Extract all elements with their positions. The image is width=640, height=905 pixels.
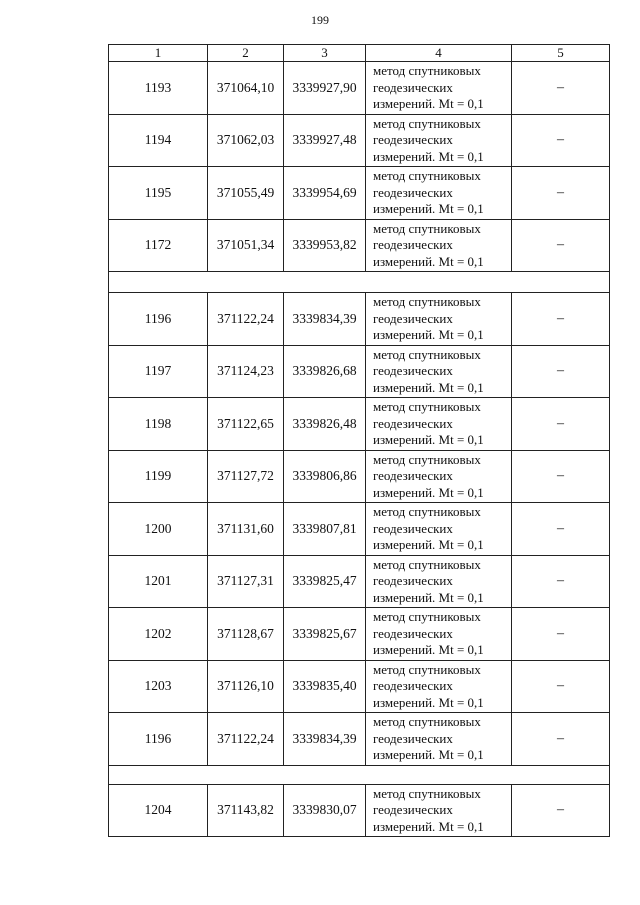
y-coordinate-cell: 3339927,90 [284,62,366,115]
note-cell: – [512,713,610,766]
method-line-1: метод спутниковых [373,504,481,519]
x-coordinate-cell: 371127,72 [208,450,284,503]
note-cell: – [512,398,610,451]
table-row [109,660,610,713]
method-cell [366,713,512,766]
method-line-2: геодезических [373,310,453,326]
method-line-3: измерений. Mt = 0,1 [373,537,484,552]
method-line-3: измерений. Mt = 0,1 [373,432,484,447]
note-cell: – [512,219,610,272]
y-coordinate-cell: 3339826,68 [284,345,366,398]
x-coordinate-cell: 371124,23 [208,345,284,398]
method-line-2: геодезических [373,730,453,746]
y-coordinate-cell: 3339825,67 [284,608,366,661]
x-coordinate-cell: 371051,34 [208,219,284,272]
method-line-1: метод спутниковых [373,609,481,624]
method-line-2: геодезических [373,573,453,588]
note-cell: – [512,784,610,837]
method-line-2: геодезических [373,79,453,95]
method-line-3: измерений. Mt = 0,1 [373,96,484,111]
method-cell [366,167,512,220]
point-cell: 1196 [109,293,208,346]
header-col-3: 3 [284,45,366,62]
method-cell [366,114,512,167]
point-cell: 1202 [109,608,208,661]
header-col-4: 4 [366,45,512,62]
method-line-2: геодезических [373,184,453,200]
point-cell: 1195 [109,167,208,220]
method-line-3: измерений. Mt = 0,1 [373,747,484,762]
method-line-1: метод спутниковых [373,346,481,362]
x-coordinate-cell: 371122,24 [208,713,284,766]
method-line-2: геодезических [373,363,453,378]
table-row [109,62,610,115]
method-line-3: измерений. Mt = 0,1 [373,327,484,342]
x-coordinate-cell: 371128,67 [208,608,284,661]
table-body [109,62,610,837]
point-cell: 1172 [109,219,208,272]
method-line-1: метод спутниковых [373,168,481,183]
method-line-1: метод спутниковых [373,451,481,467]
point-cell: 1194 [109,114,208,167]
method-line-2: геодезических [373,625,453,641]
note-cell: – [512,167,610,220]
header-col-2: 2 [208,45,284,62]
method-line-3: измерений. Mt = 0,1 [373,379,484,395]
method-line-2: геодезических [373,237,453,252]
method-line-3: измерений. Mt = 0,1 [373,694,484,710]
note-cell: – [512,293,610,346]
method-cell [366,608,512,661]
method-line-1: метод спутниковых [373,220,481,236]
method-cell [366,345,512,398]
table-row [109,398,610,451]
method-line-3: измерений. Mt = 0,1 [373,642,484,657]
point-cell: 1198 [109,398,208,451]
method-cell [366,62,512,115]
x-coordinate-cell: 371122,24 [208,293,284,346]
header-col-1: 1 [109,45,208,62]
method-line-1: метод спутниковых [373,661,481,677]
method-line-3: измерений. Mt = 0,1 [373,253,484,269]
y-coordinate-cell: 3339825,47 [284,555,366,608]
method-line-1: метод спутниковых [373,115,481,131]
header-row [109,45,610,62]
method-line-1: метод спутниковых [373,399,481,414]
point-cell: 1197 [109,345,208,398]
method-line-1: метод спутниковых [373,294,481,309]
method-line-3: измерений. Mt = 0,1 [373,201,484,216]
note-cell: – [512,345,610,398]
table-row [109,713,610,766]
table-row [109,219,610,272]
page-number: 199 [311,13,329,27]
y-coordinate-cell: 3339806,86 [284,450,366,503]
note-cell: – [512,555,610,608]
separator-row [109,272,610,293]
note-cell: – [512,450,610,503]
header-col-5: 5 [512,45,610,62]
y-coordinate-cell: 3339834,39 [284,293,366,346]
method-line-3: измерений. Mt = 0,1 [373,589,484,605]
method-line-2: геодезических [373,415,453,431]
point-cell: 1193 [109,62,208,115]
method-cell [366,398,512,451]
note-cell: – [512,503,610,556]
point-cell: 1196 [109,713,208,766]
note-cell: – [512,62,610,115]
y-coordinate-cell: 3339807,81 [284,503,366,556]
y-coordinate-cell: 3339953,82 [284,219,366,272]
table-row [109,114,610,167]
note-cell: – [512,608,610,661]
y-coordinate-cell: 3339954,69 [284,167,366,220]
x-coordinate-cell: 371062,03 [208,114,284,167]
separator-cell [109,765,610,784]
method-cell [366,219,512,272]
method-cell [366,784,512,837]
method-line-2: геодезических [373,802,453,817]
method-line-3: измерений. Mt = 0,1 [373,818,484,834]
method-cell [366,293,512,346]
note-cell: – [512,660,610,713]
point-cell: 1204 [109,784,208,837]
x-coordinate-cell: 371064,10 [208,62,284,115]
y-coordinate-cell: 3339834,39 [284,713,366,766]
method-line-1: метод спутниковых [373,714,481,729]
method-line-3: измерений. Mt = 0,1 [373,484,484,500]
table-row [109,608,610,661]
x-coordinate-cell: 371122,65 [208,398,284,451]
method-cell [366,660,512,713]
method-cell [366,555,512,608]
y-coordinate-cell: 3339927,48 [284,114,366,167]
method-line-1: метод спутниковых [373,785,481,801]
method-line-2: геодезических [373,520,453,536]
x-coordinate-cell: 371127,31 [208,555,284,608]
separator-row [109,765,610,784]
method-line-1: метод спутниковых [373,556,481,572]
y-coordinate-cell: 3339826,48 [284,398,366,451]
point-cell: 1203 [109,660,208,713]
point-cell: 1201 [109,555,208,608]
table-row [109,503,610,556]
x-coordinate-cell: 371126,10 [208,660,284,713]
method-cell [366,450,512,503]
method-cell [366,503,512,556]
method-line-2: геодезических [373,468,453,483]
separator-cell [109,272,610,293]
y-coordinate-cell: 3339835,40 [284,660,366,713]
method-line-1: метод спутниковых [373,63,481,78]
table-row [109,167,610,220]
table-row [109,293,610,346]
method-line-2: геодезических [373,678,453,693]
method-line-2: геодезических [373,132,453,147]
method-line-3: измерений. Mt = 0,1 [373,148,484,164]
x-coordinate-cell: 371055,49 [208,167,284,220]
table-row [109,345,610,398]
table-row [109,555,610,608]
point-cell: 1199 [109,450,208,503]
note-cell: – [512,114,610,167]
x-coordinate-cell: 371131,60 [208,503,284,556]
y-coordinate-cell: 3339830,07 [284,784,366,837]
x-coordinate-cell: 371143,82 [208,784,284,837]
coordinates-table [108,44,610,837]
table-row [109,784,610,837]
table-row [109,450,610,503]
point-cell: 1200 [109,503,208,556]
